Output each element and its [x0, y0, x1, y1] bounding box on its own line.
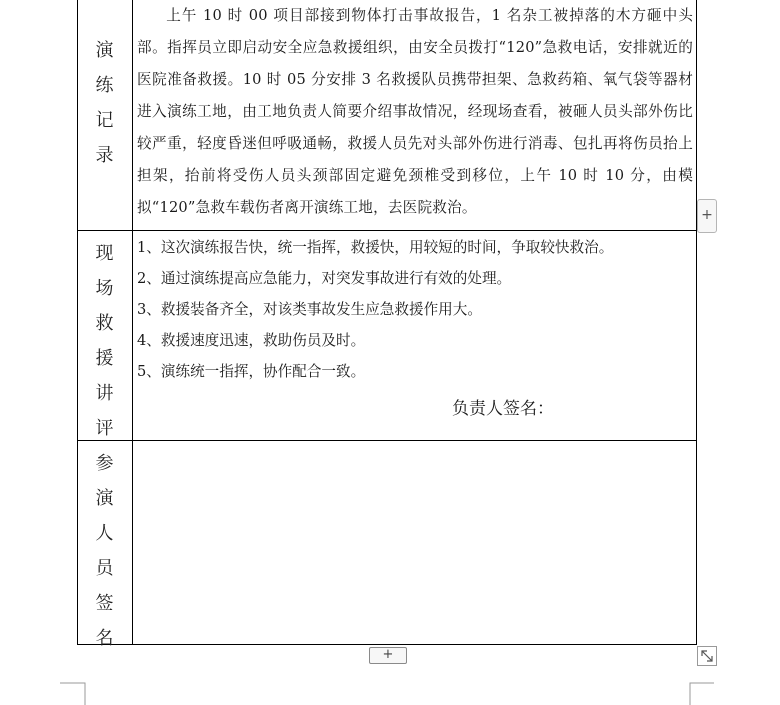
drill-record-cell[interactable] [137, 0, 693, 224]
review-item: 3、救援装备齐全，对该类事故发生应急救援作用大。 [137, 301, 482, 318]
resize-icon [698, 647, 716, 665]
table-border-right [696, 0, 697, 645]
row-divider-1 [77, 230, 697, 231]
add-row-button[interactable]: + [369, 647, 407, 664]
table-resize-handle[interactable] [697, 646, 717, 666]
review-item: 4、救援速度迅速，救助伤员及时。 [137, 332, 366, 349]
page-corner-mark-left [60, 682, 86, 705]
signer-label: 负责人签名： [452, 399, 554, 419]
table-border-bottom [77, 644, 697, 645]
row-label-rescue-review: 现 场 救 援 讲 评 [95, 243, 114, 439]
review-item: 1、这次演练报告快，统一指挥，救援快，用较短的时间，争取较快救治。 [137, 239, 614, 256]
participant-signature-cell[interactable] [133, 441, 696, 644]
row-label-participant-signatures: 参 演 人 员 签 名 [95, 453, 114, 649]
page-corner-mark-right [689, 682, 715, 705]
review-item: 2、通过演练提高应急能力，对突发事故进行有效的处理。 [137, 270, 512, 287]
add-column-button[interactable]: + [697, 199, 717, 233]
row-label-drill-record: 演 练 记 录 [95, 40, 114, 166]
drill-record-text: 上午 10 时 00 项目部接到物体打击事故报告，1 名杂工被掉落的木方砸中头部。指挥员立即启动安全应急救援组织，由安全员拨打“120”急救电话，安排就近的医院准备救援。10 时 05 分安排 3 名救援队员携带担架、急救药箱、氧气袋等器材进入演练工地，由工地负责人简要介绍事故情况，经现场查看，被砸人员头部外伤比较严重，轻度昏迷但呼吸通畅，救援人员先对头部外伤进行消毒、包扎再将伤员抬上担架，抬前将受伤人员头颈部固定避免颈椎受到移位，上午 10 时 10 分，由模拟“120”急救车载伤者离开演练工地，去医院救治。 [137, 7, 693, 216]
review-item: 5、演练统一指挥，协作配合一致。 [137, 363, 366, 380]
rescue-review-cell[interactable] [137, 232, 687, 387]
